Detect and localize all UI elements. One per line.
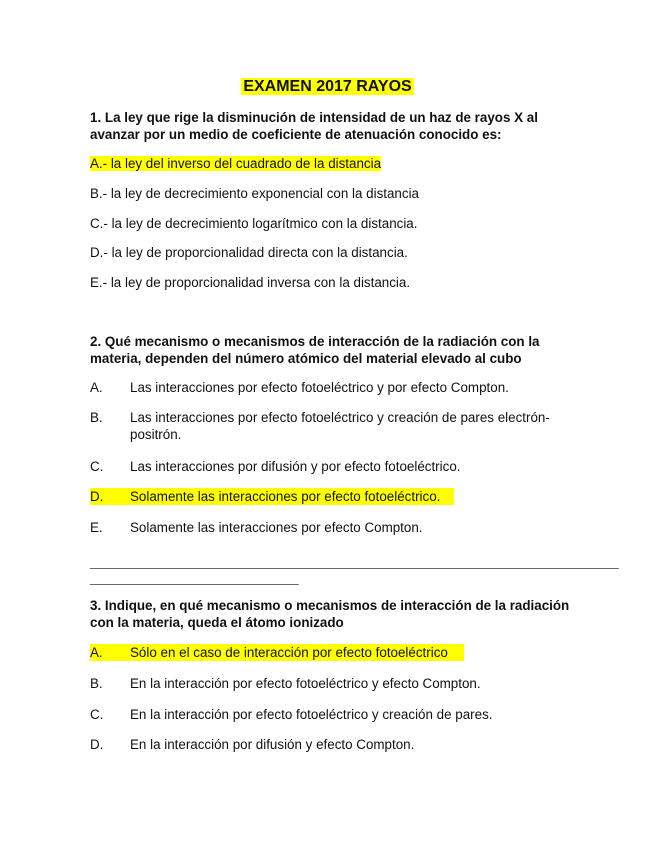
option-text: Las interacciones por efecto fotoeléctrico y creación de pares electrón-positrón. — [130, 410, 550, 442]
question-1-prompt: 1. La ley que rige la disminución de intensidad de un haz de rayos X al avanzar por un medio de coeficiente de atenuación conocido es: — [90, 110, 538, 142]
question-1-option-d: D.- la ley de proporcionalidad directa con la distancia. — [90, 245, 408, 260]
question-2-option-b — [90, 409, 570, 443]
option-text: En la interacción por difusión y efecto Compton. — [130, 737, 415, 752]
option-letter: B. — [90, 676, 103, 691]
option-text: Las interacciones por difusión y por efecto fotoeléctrico. — [130, 459, 461, 474]
question-2-prompt: 2. Qué mecanismo o mecanismos de interacción de la radiación con la materia, dependen del número atómico del material elevado al cubo — [90, 334, 540, 366]
title-text: EXAMEN 2017 RAYOS — [243, 78, 412, 95]
option-text: En la interacción por efecto fotoeléctrico y efecto Compton. — [130, 676, 481, 691]
option-text: Solamente las interacciones por efecto fotoeléctrico. — [130, 489, 441, 504]
option-letter: C. — [90, 707, 104, 722]
option-text: Sólo en el caso de interacción por efecto fotoeléctrico — [130, 645, 448, 660]
option-text: Las interacciones por efecto fotoeléctrico y por efecto Compton. — [130, 380, 509, 395]
option-letter: D. — [90, 737, 104, 752]
option-text: Solamente las interacciones por efecto Compton. — [130, 520, 423, 535]
page-title — [0, 77, 655, 97]
question-1-option-c: C.- la ley de decrecimiento logarítmico con la distancia. — [90, 216, 418, 231]
question-3-prompt: 3. Indique, en qué mecanismo o mecanismos de interacción de la radiación con la materia, queda el átomo ionizado — [90, 598, 570, 630]
option-letter: C. — [90, 459, 104, 474]
option-letter: D. — [90, 489, 104, 504]
option-text: En la interacción por efecto fotoeléctrico y creación de pares. — [130, 707, 493, 722]
question-1-option-b: B.- la ley de decrecimiento exponencial con la distancia — [90, 186, 419, 201]
option-letter: A. — [90, 645, 103, 660]
option-letter: A. — [90, 380, 103, 395]
option-letter: B. — [90, 410, 103, 425]
option-text: A.- la ley del inverso del cuadrado de la distancia — [90, 156, 382, 171]
option-letter: E. — [90, 520, 103, 535]
question-1-option-a — [90, 155, 570, 172]
separator-line-2: ____________________________ — [90, 570, 299, 585]
separator-line-1: _______________________________________________________________________ — [90, 554, 619, 569]
question-1-option-e: E.- la ley de proporcionalidad inversa con la distancia. — [90, 275, 411, 290]
